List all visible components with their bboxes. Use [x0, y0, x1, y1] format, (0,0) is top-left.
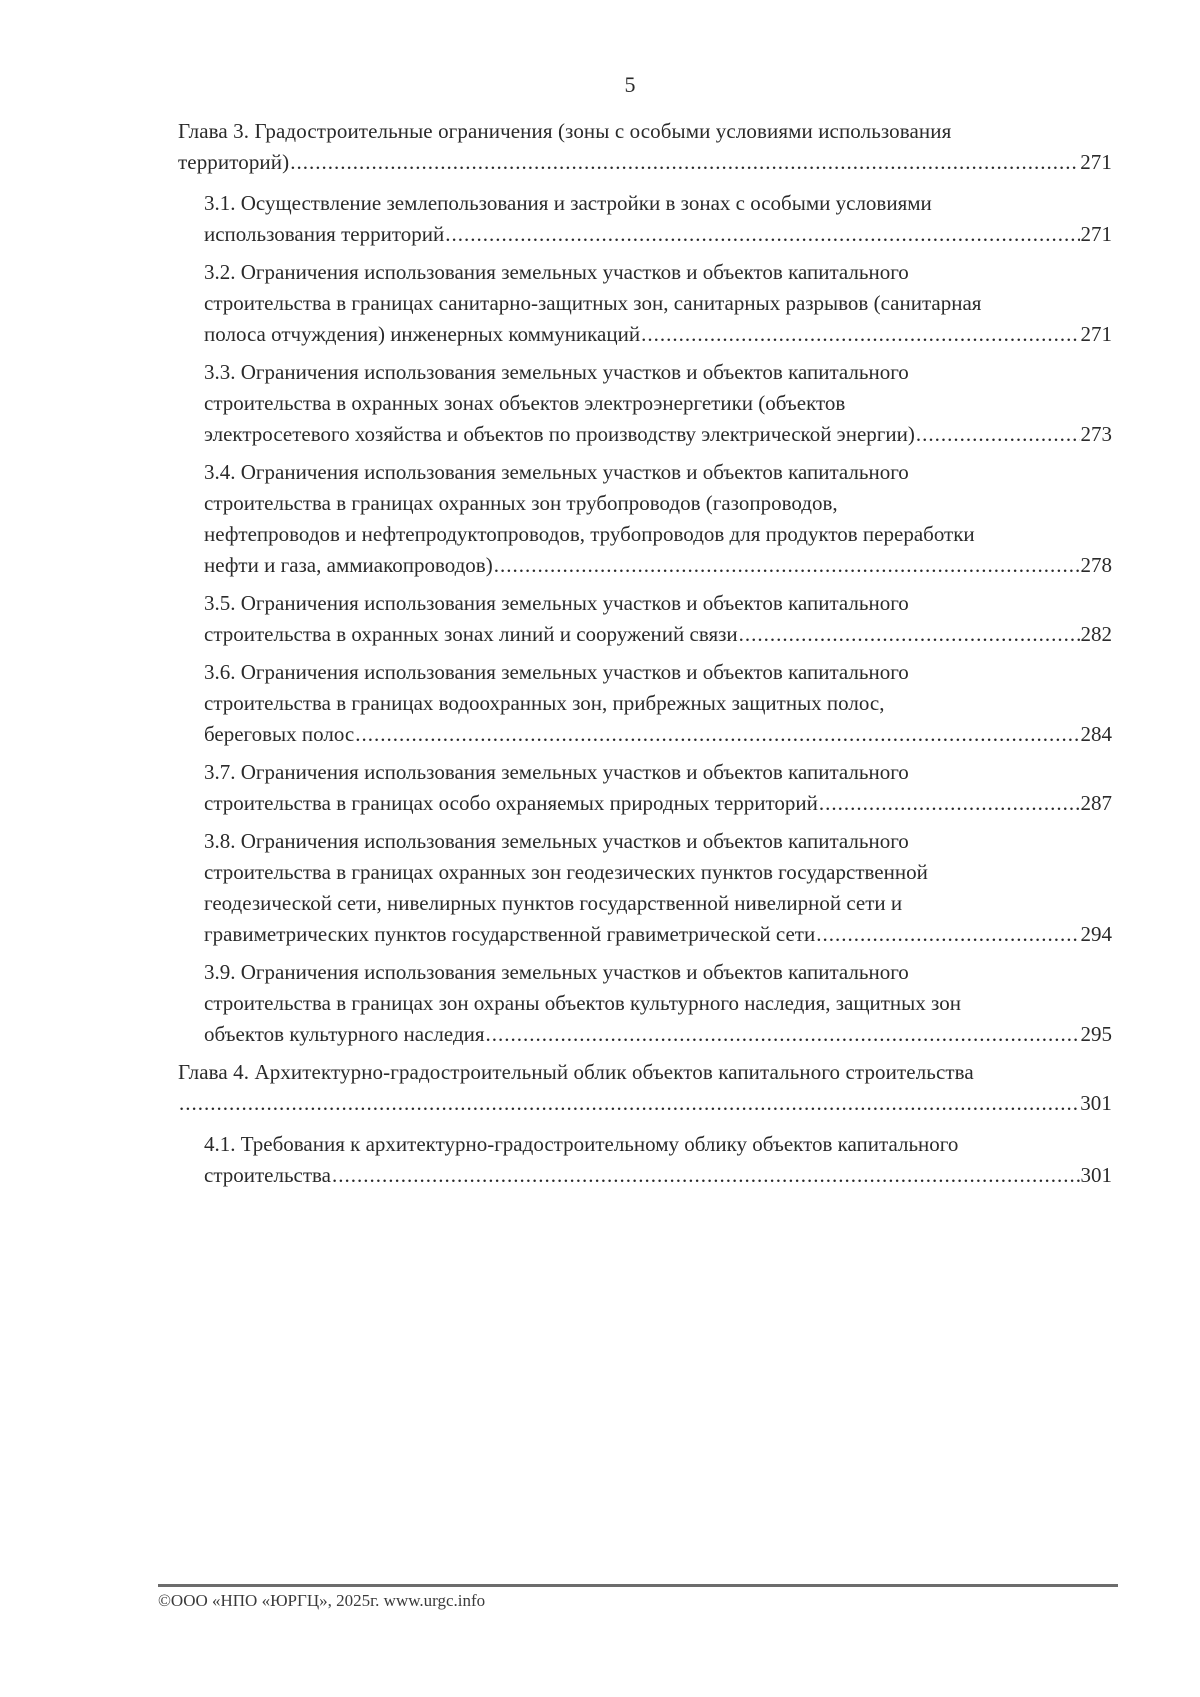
toc-entry-tail: нефти и газа, аммиакопроводов): [204, 553, 493, 577]
toc-entry-line: строительства в границах охранных зон геодезических пунктов государственной: [204, 860, 928, 884]
dot-leader: [486, 1019, 1080, 1050]
toc-page-number[interactable]: 287: [1080, 791, 1112, 815]
toc-page-number[interactable]: 271: [1080, 150, 1112, 174]
dot-leader: [445, 219, 1079, 250]
toc-entry-tail: строительства: [204, 1163, 332, 1187]
table-of-contents: [178, 116, 1112, 1198]
toc-entry-last-line: [204, 1160, 1112, 1191]
toc-entry-tail: строительства в границах особо охраняемых природных территорий: [204, 791, 818, 815]
toc-section-entry[interactable]: [204, 1129, 1112, 1191]
footer-copyright: ©ООО «НПО «ЮРГЦ», 2025г. www.urgc.info: [158, 1591, 486, 1610]
dot-leader: [819, 788, 1080, 819]
toc-entry-line: 3.6. Ограничения использования земельных участков и объектов капитального: [204, 660, 909, 684]
page-number: 5: [624, 72, 636, 97]
toc-entry-last-line: [204, 1019, 1112, 1050]
toc-page-number[interactable]: 278: [1080, 553, 1112, 577]
toc-section-entry[interactable]: [204, 657, 1112, 750]
toc-entry-line: строительства в границах охранных зон трубопроводов (газопроводов,: [204, 491, 838, 515]
toc-entry-line: 3.3. Ограничения использования земельных участков и объектов капитального: [204, 360, 909, 384]
toc-page-number[interactable]: 301: [1080, 1091, 1112, 1115]
toc-section-entry[interactable]: [204, 588, 1112, 650]
toc-entry-line: 3.8. Ограничения использования земельных участков и объектов капитального: [204, 829, 909, 853]
toc-entry-tail: использования территорий: [204, 222, 445, 246]
toc-entry-tail: электросетевого хозяйства и объектов по производству электрической энергии): [204, 422, 915, 446]
toc-entry-tail: объектов культурного наследия: [204, 1022, 485, 1046]
toc-page-number[interactable]: 301: [1080, 1163, 1112, 1187]
dot-leader: [494, 550, 1080, 581]
toc-page-number[interactable]: 271: [1080, 322, 1112, 346]
dot-leader: [816, 919, 1079, 950]
toc-entry-line: строительства в границах санитарно-защитных зон, санитарных разрывов (санитарная: [204, 291, 982, 315]
footer-divider: [158, 1584, 1118, 1587]
toc-page-number[interactable]: 271: [1080, 222, 1112, 246]
toc-entry-last-line: [204, 419, 1112, 450]
toc-entry-last-line: [204, 788, 1112, 819]
toc-section-entry[interactable]: [204, 757, 1112, 819]
toc-page-number[interactable]: 284: [1080, 722, 1112, 746]
dot-leader: [179, 1088, 1079, 1119]
dot-leader: [641, 319, 1079, 350]
toc-entry-line: 3.4. Ограничения использования земельных участков и объектов капитального: [204, 460, 909, 484]
toc-page-number[interactable]: 273: [1080, 422, 1112, 446]
toc-entry-tail: гравиметрических пунктов государственной гравиметрической сети: [204, 922, 816, 946]
toc-entry-tail: полоса отчуждения) инженерных коммуникаций: [204, 322, 641, 346]
dot-leader: [355, 719, 1079, 750]
dot-leader: [739, 619, 1080, 650]
toc-page-number[interactable]: 294: [1080, 922, 1112, 946]
toc-page-number[interactable]: 282: [1080, 622, 1112, 646]
toc-entry-line: 3.2. Ограничения использования земельных участков и объектов капитального: [204, 260, 909, 284]
toc-entry-tail: строительства в охранных зонах линий и сооружений связи: [204, 622, 738, 646]
toc-entry-line: строительства в охранных зонах объектов электроэнергетики (объектов: [204, 391, 846, 415]
toc-entry-line: 3.5. Ограничения использования земельных участков и объектов капитального: [204, 591, 909, 615]
toc-section-entry[interactable]: [204, 188, 1112, 250]
toc-entry-line: строительства в границах водоохранных зон, прибрежных защитных полос,: [204, 691, 885, 715]
toc-section-entry[interactable]: [204, 257, 1112, 350]
toc-entry-tail: береговых полос: [204, 722, 355, 746]
toc-entry-line: 3.1. Осуществление землепользования и застройки в зонах с особыми условиями: [204, 191, 932, 215]
toc-entry-last-line: [204, 719, 1112, 750]
toc-section-entry[interactable]: [204, 957, 1112, 1050]
toc-chapter-entry[interactable]: [178, 1057, 1112, 1119]
dot-leader: [332, 1160, 1079, 1191]
toc-entry-line: геодезической сети, нивелирных пунктов государственной нивелирной сети и: [204, 891, 903, 915]
toc-entry-line: строительства в границах зон охраны объектов культурного наследия, защитных зон: [204, 991, 961, 1015]
toc-section-entry[interactable]: [204, 826, 1112, 950]
toc-entry-line: 3.9. Ограничения использования земельных участков и объектов капитального: [204, 960, 909, 984]
toc-entry-last-line: [204, 219, 1112, 250]
toc-entry-tail: территорий): [178, 150, 290, 174]
dot-leader: [916, 419, 1080, 450]
toc-entry-line: 4.1. Требования к архитектурно-градостроительному облику объектов капитального: [204, 1132, 959, 1156]
dot-leader: [290, 147, 1079, 178]
toc-section-entry[interactable]: [204, 357, 1112, 450]
toc-entry-last-line: [178, 1088, 1112, 1119]
toc-entry-last-line: [204, 619, 1112, 650]
toc-entry-line: Глава 4. Архитектурно-градостроительный облик объектов капитального строительства: [178, 1060, 974, 1084]
toc-chapter-entry[interactable]: [178, 116, 1112, 178]
toc-entry-line: нефтепроводов и нефтепродуктопроводов, трубопроводов для продуктов переработки: [204, 522, 975, 546]
toc-entry-last-line: [204, 319, 1112, 350]
toc-page-number[interactable]: 295: [1080, 1022, 1112, 1046]
toc-entry-last-line: [178, 147, 1112, 178]
toc-entry-last-line: [204, 550, 1112, 581]
toc-section-entry[interactable]: [204, 457, 1112, 581]
toc-entry-last-line: [204, 919, 1112, 950]
toc-entry-line: Глава 3. Градостроительные ограничения (зоны с особыми условиями использования: [178, 119, 952, 143]
toc-entry-line: 3.7. Ограничения использования земельных участков и объектов капитального: [204, 760, 909, 784]
